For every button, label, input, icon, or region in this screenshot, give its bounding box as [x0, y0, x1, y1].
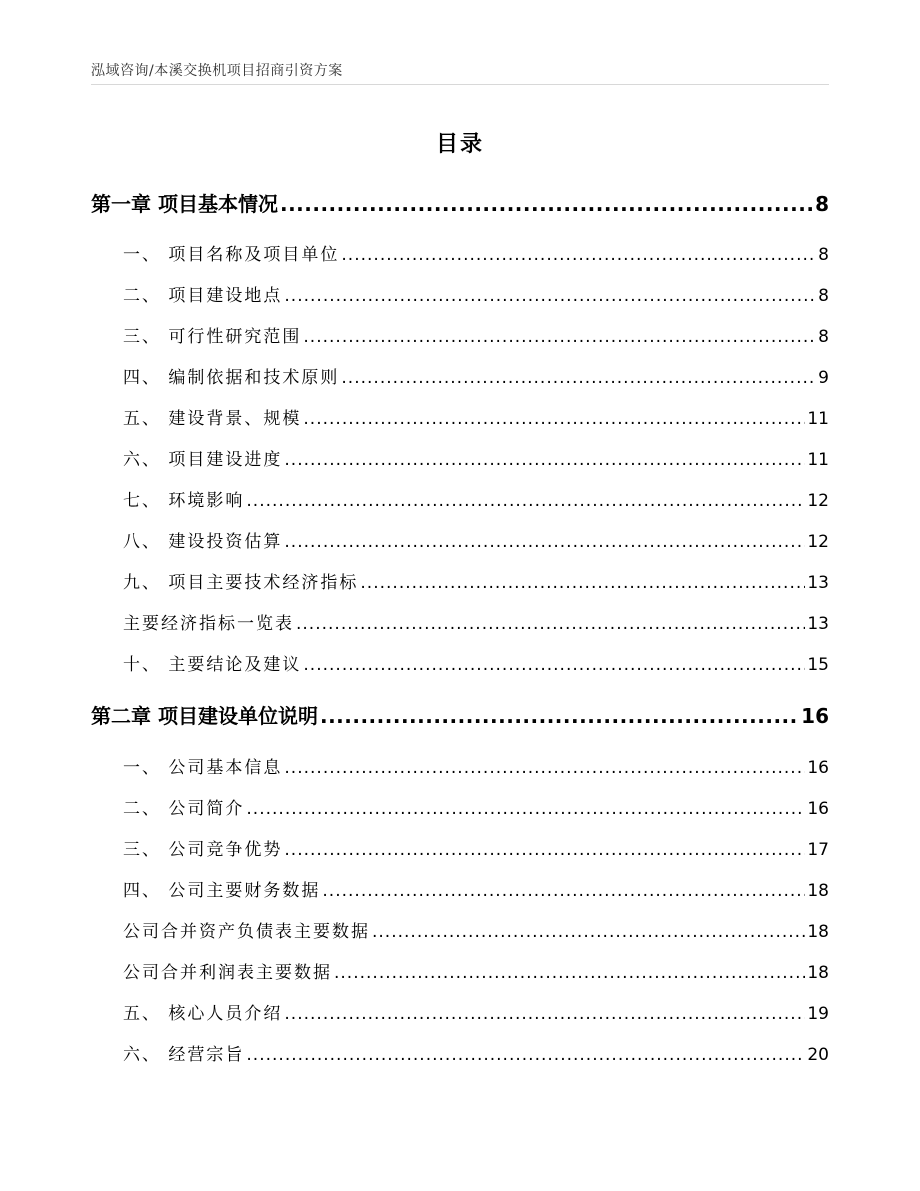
toc-section[interactable] — [91, 568, 829, 593]
dot-leader — [284, 450, 805, 470]
toc-section[interactable] — [91, 322, 829, 347]
toc-page-number: 8 — [818, 286, 829, 306]
toc-entry-title: 八、 建设投资估算 — [123, 532, 283, 552]
toc-entry-title: 七、 环境影响 — [123, 491, 245, 511]
toc-page-number: 18 — [807, 922, 829, 942]
toc-entry-title: 四、 编制依据和技术原则 — [123, 368, 340, 388]
dot-leader — [341, 368, 816, 388]
toc-chapter-1[interactable] — [91, 188, 829, 217]
dot-leader — [303, 655, 805, 675]
toc-section[interactable] — [91, 999, 829, 1024]
dot-leader — [303, 409, 805, 429]
dot-leader — [284, 1004, 805, 1024]
toc-section[interactable] — [91, 753, 829, 778]
toc-page-number: 12 — [807, 491, 829, 511]
toc-section[interactable] — [91, 404, 829, 429]
toc-section[interactable] — [91, 445, 829, 470]
dot-leader — [322, 881, 805, 901]
dot-leader — [360, 573, 805, 593]
toc-entry-title: 五、 建设背景、规模 — [123, 409, 302, 429]
toc-section[interactable] — [91, 650, 829, 675]
toc-entry-title: 一、 公司基本信息 — [123, 758, 283, 778]
table-of-contents — [91, 0, 829, 1191]
toc-entry-title: 主要经济指标一览表 — [123, 614, 294, 634]
toc-chapter-2[interactable] — [91, 700, 829, 729]
dot-leader — [246, 491, 805, 511]
toc-page-number: 8 — [818, 245, 829, 265]
toc-section[interactable] — [91, 917, 829, 942]
toc-entry-title: 三、 公司竞争优势 — [123, 840, 283, 860]
toc-title: 目录 — [435, 132, 484, 157]
dot-leader — [284, 286, 816, 306]
dot-leader — [284, 532, 805, 552]
toc-section[interactable] — [91, 281, 829, 306]
toc-section[interactable] — [91, 527, 829, 552]
toc-page-number: 11 — [807, 450, 829, 470]
toc-entry-title: 五、 核心人员介绍 — [123, 1004, 283, 1024]
toc-page-number: 9 — [818, 368, 829, 388]
toc-entry-title: 公司合并资产负债表主要数据 — [123, 922, 370, 942]
toc-section[interactable] — [91, 1040, 829, 1065]
toc-entry-title: 十、 主要结论及建议 — [123, 655, 302, 675]
toc-entry-title: 第一章 项目基本情况 — [91, 192, 278, 216]
toc-entry-title: 二、 项目建设地点 — [123, 286, 283, 306]
dot-leader — [280, 192, 813, 216]
dot-leader — [284, 758, 805, 778]
toc-entry-title: 九、 项目主要技术经济指标 — [123, 573, 359, 593]
toc-page-number: 12 — [807, 532, 829, 552]
toc-entry-title: 二、 公司简介 — [123, 799, 245, 819]
toc-entry-title: 三、 可行性研究范围 — [123, 327, 302, 347]
toc-page-number: 13 — [807, 573, 829, 593]
dot-leader — [246, 799, 805, 819]
toc-page-number: 13 — [807, 614, 829, 634]
toc-section[interactable] — [91, 876, 829, 901]
dot-leader — [341, 245, 816, 265]
toc-page-number: 16 — [807, 799, 829, 819]
toc-section[interactable] — [91, 958, 829, 983]
toc-section[interactable] — [91, 609, 829, 634]
toc-entry-title: 一、 项目名称及项目单位 — [123, 245, 340, 265]
toc-page-number: 16 — [801, 704, 829, 728]
dot-leader — [372, 922, 805, 942]
toc-section[interactable] — [91, 794, 829, 819]
toc-page-number: 8 — [818, 327, 829, 347]
dot-leader — [246, 1045, 805, 1065]
toc-page-number: 15 — [807, 655, 829, 675]
dot-leader — [320, 704, 799, 728]
toc-entry-title: 第二章 项目建设单位说明 — [91, 704, 318, 728]
toc-entry-title: 六、 项目建设进度 — [123, 450, 283, 470]
toc-page-number: 8 — [815, 192, 829, 216]
dot-leader — [303, 327, 816, 347]
toc-page-number: 17 — [807, 840, 829, 860]
toc-page-number: 16 — [807, 758, 829, 778]
toc-section[interactable] — [91, 240, 829, 265]
toc-section[interactable] — [91, 835, 829, 860]
running-header: 泓域咨询/本溪交换机项目招商引资方案 — [91, 63, 343, 79]
toc-page-number: 20 — [807, 1045, 829, 1065]
toc-entry-title: 公司合并利润表主要数据 — [123, 963, 332, 983]
toc-page-number: 18 — [807, 963, 829, 983]
dot-leader — [284, 840, 805, 860]
toc-page-number: 11 — [807, 409, 829, 429]
toc-section[interactable] — [91, 363, 829, 388]
toc-entry-title: 四、 公司主要财务数据 — [123, 881, 321, 901]
dot-leader — [296, 614, 805, 634]
toc-section[interactable] — [91, 486, 829, 511]
toc-entry-title: 六、 经营宗旨 — [123, 1045, 245, 1065]
toc-page-number: 18 — [807, 881, 829, 901]
dot-leader — [334, 963, 805, 983]
toc-page-number: 19 — [807, 1004, 829, 1024]
